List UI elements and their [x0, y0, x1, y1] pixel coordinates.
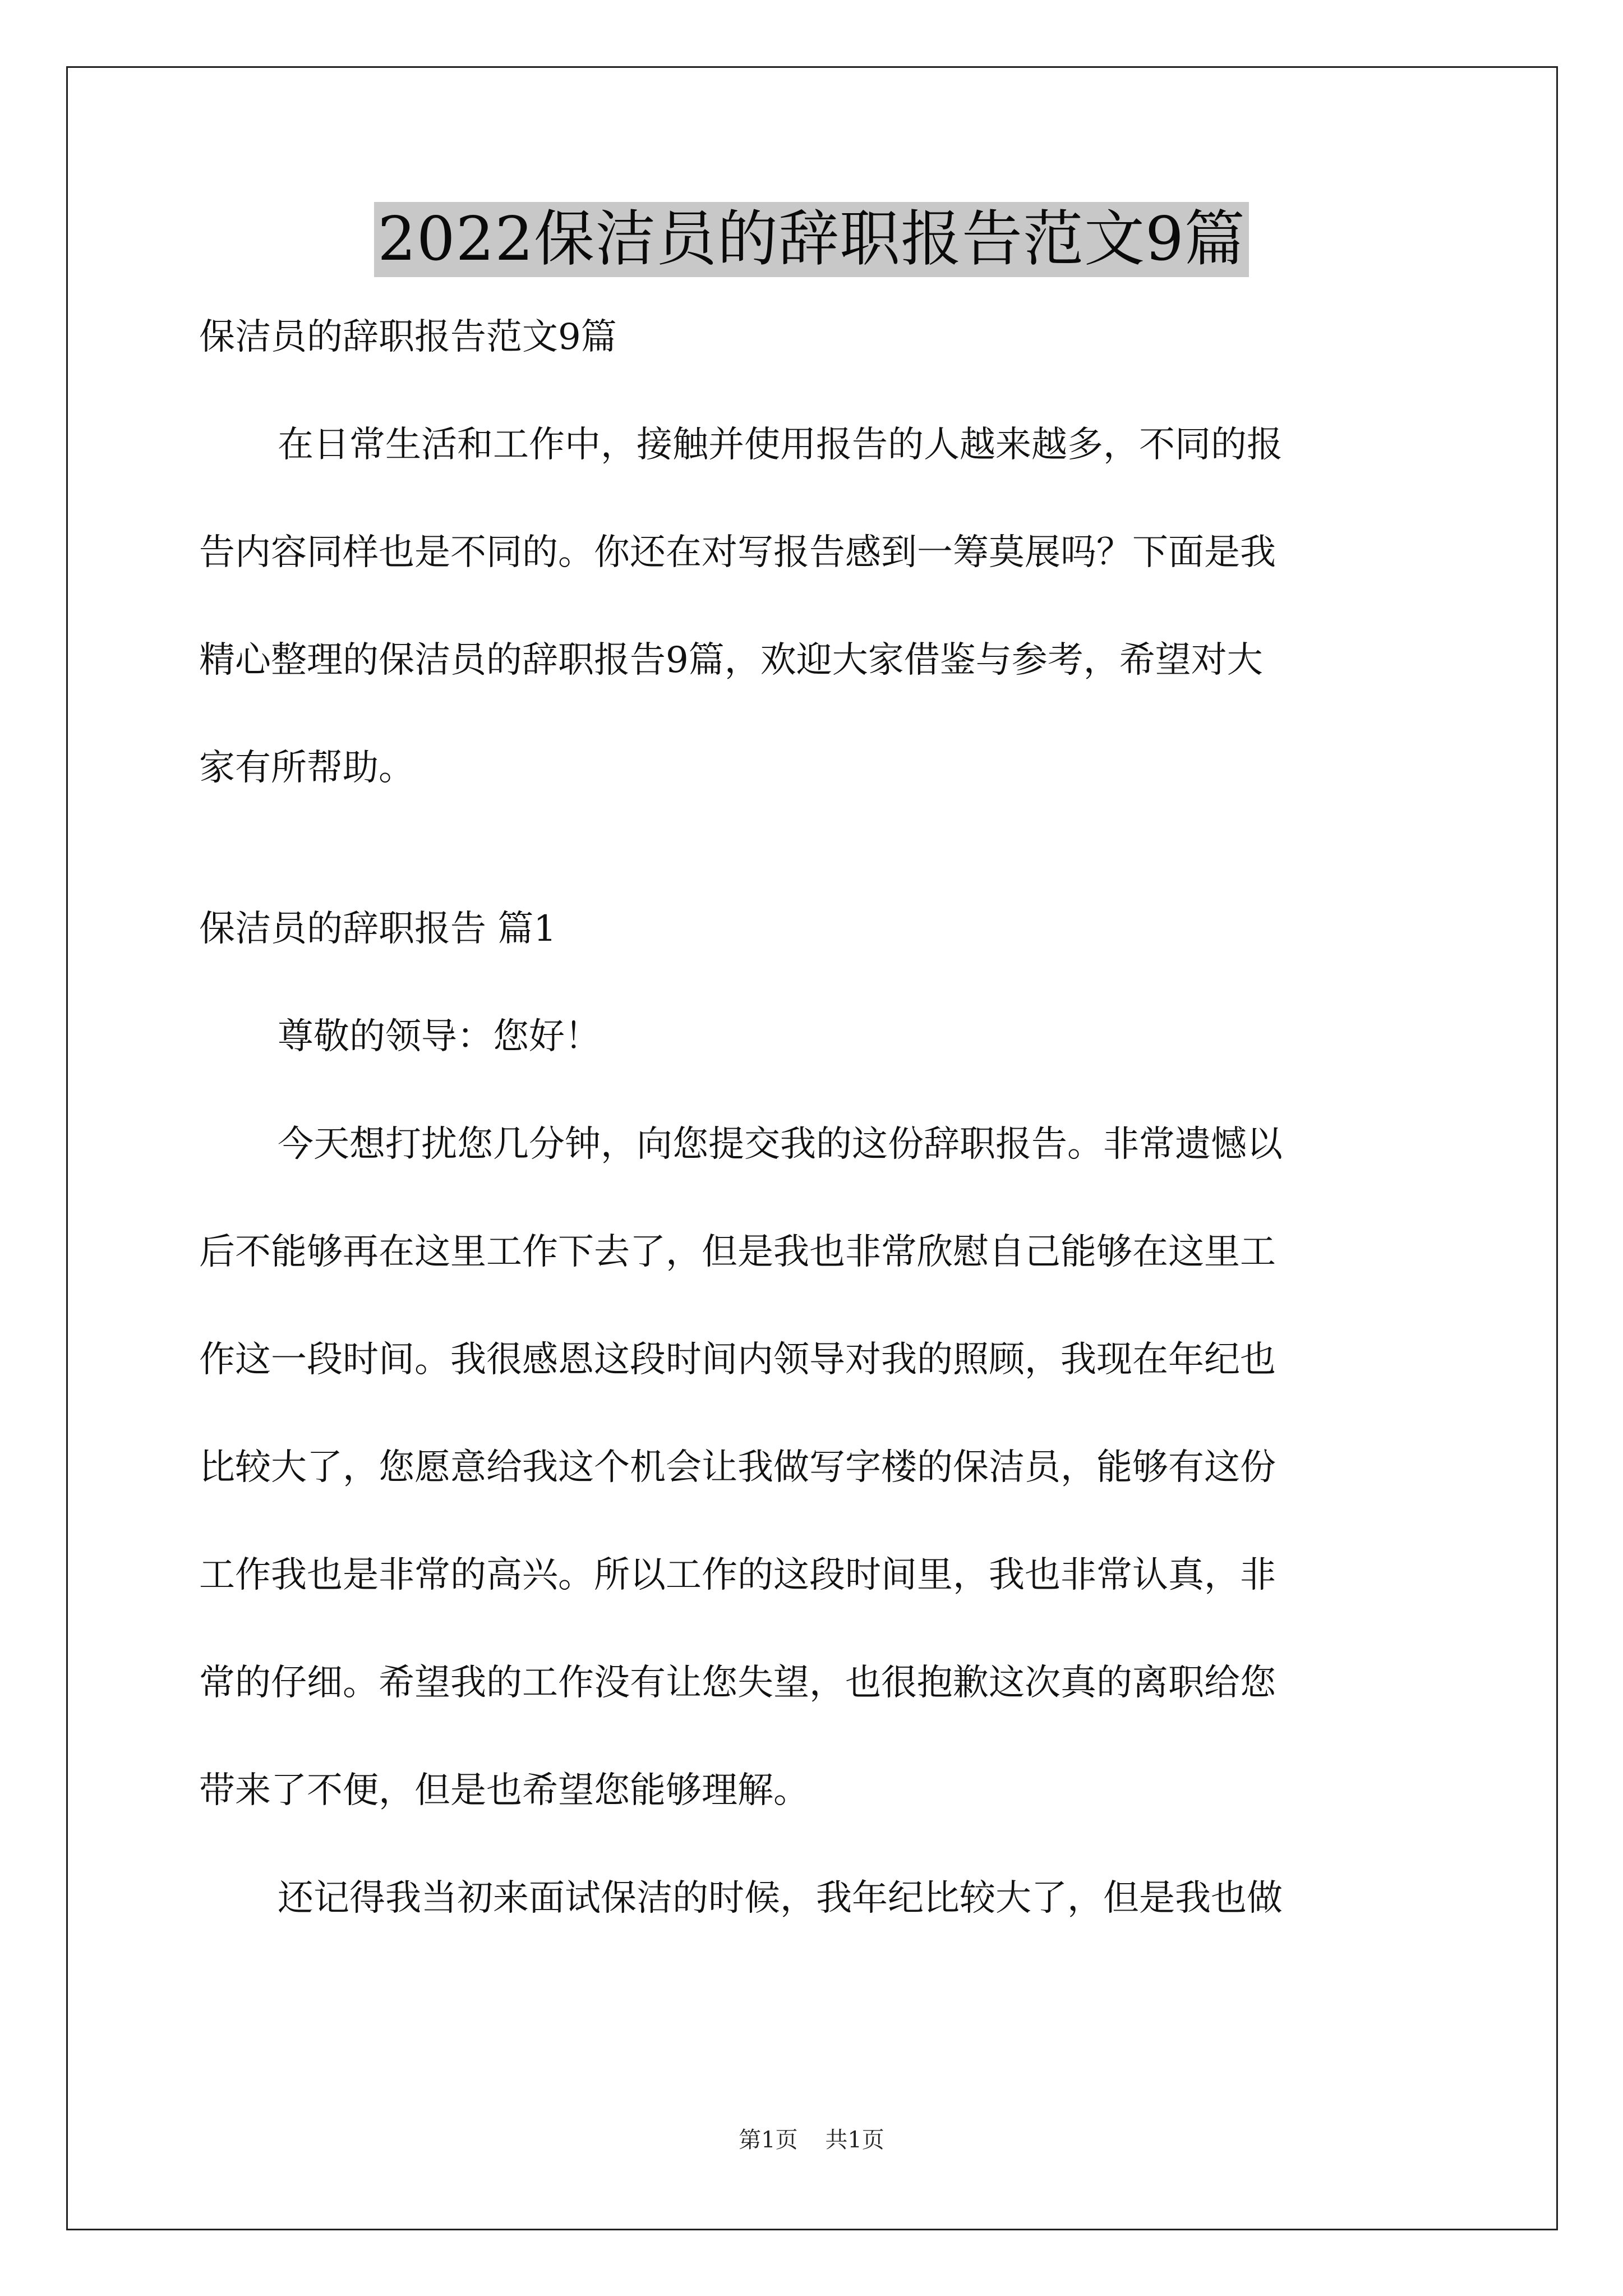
section-heading: 保洁员的辞职报告 篇1 — [199, 908, 557, 950]
body-paragraph-2 — [199, 1872, 1433, 1924]
greeting: 尊敬的领导：您好！ — [278, 1016, 601, 1057]
page-footer — [0, 2126, 1623, 2154]
paragraph-line: 作这一段时间。我很感恩这段时间内领导对我的照顾，我现在年纪也 — [199, 1339, 1276, 1381]
page-total: 共1页 — [825, 2127, 884, 2153]
document-subtitle: 保洁员的辞职报告范文9篇 — [199, 316, 617, 358]
intro-paragraph — [199, 419, 1433, 794]
intro-line: 告内容同样也是不同的。你还在对写报告感到一筹莫展吗？下面是我 — [199, 532, 1276, 573]
paragraph-line: 比较大了，您愿意给我这个机会让我做写字楼的保洁员，能够有这份 — [199, 1447, 1276, 1488]
document-title: 2022保洁员的辞职报告范文9篇 — [374, 202, 1249, 277]
intro-line: 家有所帮助。 — [199, 747, 414, 789]
document-body — [199, 311, 1433, 1924]
paragraph-line: 常的仔细。希望我的工作没有让您失望，也很抱歉这次真的离职给您 — [199, 1662, 1276, 1704]
paragraph-line: 还记得我当初来面试保洁的时候，我年纪比较大了，但是我也做 — [278, 1878, 1283, 1919]
intro-line: 在日常生活和工作中，接触并使用报告的人越来越多，不同的报 — [278, 424, 1283, 466]
paragraph-line: 后不能够再在这里工作下去了，但是我也非常欣慰自己能够在这里工 — [199, 1231, 1276, 1273]
intro-line: 精心整理的保洁员的辞职报告9篇，欢迎大家借鉴与参考，希望对大 — [199, 639, 1263, 681]
paragraph-line: 带来了不便，但是也希望您能够理解。 — [199, 1770, 809, 1811]
title-wrap — [0, 202, 1623, 277]
body-paragraph-1 — [199, 1119, 1433, 1816]
paragraph-line: 工作我也是非常的高兴。所以工作的这段时间里，我也非常认真，非 — [199, 1554, 1276, 1596]
page-number: 第1页 — [739, 2127, 798, 2153]
paragraph-line: 今天想打扰您几分钟，向您提交我的这份辞职报告。非常遗憾以 — [278, 1124, 1283, 1165]
